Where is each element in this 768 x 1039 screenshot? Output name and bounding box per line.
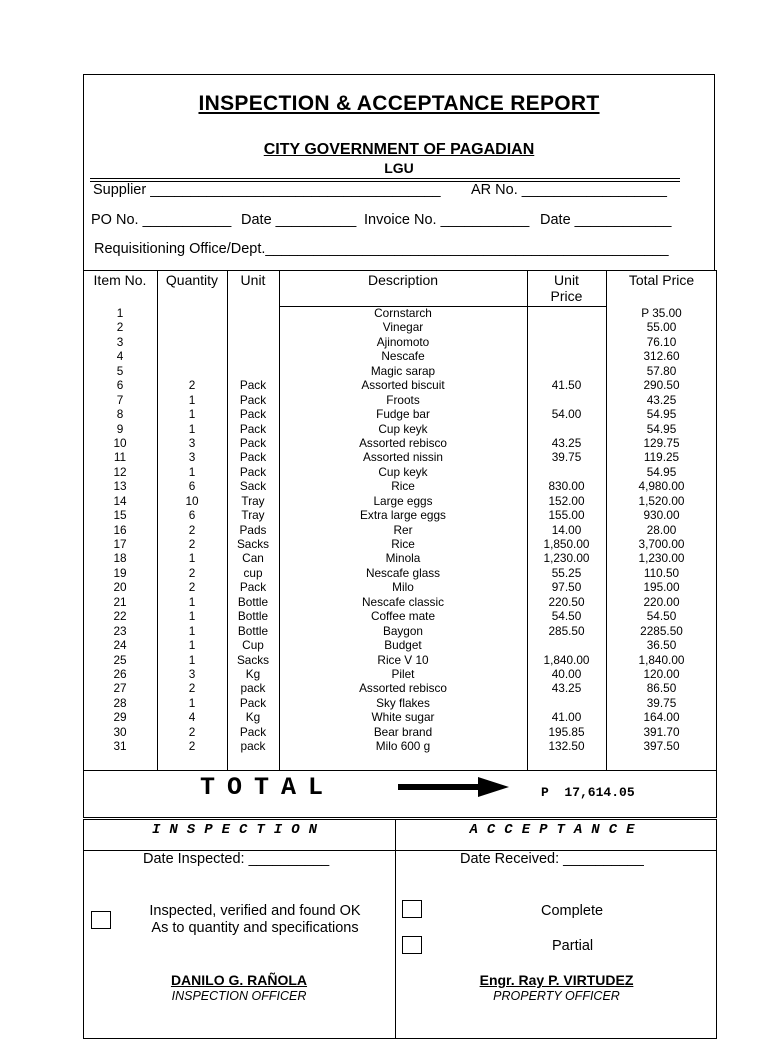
cell-total-price: 54.95 xyxy=(646,407,677,422)
cell-quantity: 3 xyxy=(188,450,196,465)
cell-quantity: 2 xyxy=(188,565,196,580)
cell-total-price: 57.80 xyxy=(646,363,677,378)
cell-total-price: 110.50 xyxy=(643,565,680,580)
complete-checkbox[interactable] xyxy=(402,900,422,918)
requisitioning-field[interactable]: Requisitioning Office/Dept.__________________________________________________ xyxy=(94,241,669,257)
cell-quantity: 4 xyxy=(188,710,196,725)
ar-no-field[interactable]: AR No. __________________ xyxy=(471,182,667,198)
cell-unit: Pack xyxy=(239,435,267,450)
cell-description: Large eggs xyxy=(373,493,433,508)
cell-total-price: 164.00 xyxy=(643,710,680,725)
cell-quantity: 2 xyxy=(188,378,196,393)
inspected-statement xyxy=(120,903,390,937)
cell-unit: Tray xyxy=(241,493,265,508)
cell-description: Baygon xyxy=(382,623,423,638)
cell-total-price: 129.75 xyxy=(643,435,680,450)
cell-quantity: 2 xyxy=(188,724,196,739)
inspected-checkbox[interactable] xyxy=(91,911,111,929)
cell-unit-price: 54.00 xyxy=(551,407,582,422)
cell-unit: Bottle xyxy=(237,594,269,609)
cell-unit-price: 97.50 xyxy=(551,580,582,595)
cell-unit: Pads xyxy=(239,522,267,537)
cell-total-price: 86.50 xyxy=(646,681,677,696)
cell-description: Coffee mate xyxy=(370,609,436,624)
cell-total-price: P 35.00 xyxy=(641,306,682,320)
inspection-officer-role: INSPECTION OFFICER xyxy=(171,989,307,1003)
cell-total-price: 43.25 xyxy=(646,392,677,407)
cell-unit-price: 41.50 xyxy=(551,378,582,393)
cell-total-price: 76.10 xyxy=(646,334,677,349)
cell-item-no: 5 xyxy=(116,363,124,378)
cell-total-price: 1,520.00 xyxy=(638,493,685,508)
cell-quantity: 2 xyxy=(188,681,196,696)
cell-item-no: 11 xyxy=(113,450,127,465)
cell-quantity: 3 xyxy=(188,435,196,450)
cell-total-price: 312.60 xyxy=(643,349,680,364)
th-unit: Unit xyxy=(240,272,266,288)
cell-unit: Pack xyxy=(239,378,267,393)
cell-unit-price: 132.50 xyxy=(548,739,585,754)
cell-unit: Kg xyxy=(245,710,261,725)
th-unit-price xyxy=(527,272,606,304)
th-unit-price-line2: Price xyxy=(550,288,583,304)
cell-unit-price: 1,230.00 xyxy=(543,551,590,566)
cell-total-price: 220.00 xyxy=(643,594,680,609)
cell-unit-price: 41.00 xyxy=(551,710,582,725)
cell-description: Nescafe xyxy=(381,349,425,364)
cell-unit-price: 195.85 xyxy=(548,724,585,739)
cell-total-price: 1,840.00 xyxy=(638,652,685,667)
cell-quantity: 10 xyxy=(185,493,199,508)
cell-unit-price: 220.50 xyxy=(548,594,585,609)
cell-item-no: 8 xyxy=(116,407,124,422)
cell-total-price: 55.00 xyxy=(646,320,677,335)
cell-quantity: 6 xyxy=(188,479,196,494)
supplier-field[interactable]: Supplier ____________________________________ xyxy=(93,182,441,198)
invoice-no-field[interactable]: Invoice No. ___________ xyxy=(364,212,530,228)
cell-unit: Pack xyxy=(239,407,267,422)
cell-unit-price: 43.25 xyxy=(551,681,582,696)
cell-description: Cup keyk xyxy=(378,421,428,436)
cell-unit-price: 43.25 xyxy=(551,435,582,450)
inspection-heading: INSPECTION xyxy=(151,822,326,838)
cell-unit: Can xyxy=(242,551,264,566)
cell-item-no: 27 xyxy=(113,681,127,696)
cell-item-no: 13 xyxy=(113,479,127,494)
cell-description: Assorted rebisco xyxy=(359,435,447,450)
cell-description: Cornstarch xyxy=(374,306,432,320)
cell-unit: Sacks xyxy=(236,652,270,667)
cell-unit-price: 155.00 xyxy=(548,508,585,523)
cell-unit: Sack xyxy=(239,479,267,494)
cell-item-no: 30 xyxy=(113,724,127,739)
cell-quantity: 2 xyxy=(188,537,196,551)
cell-quantity: 6 xyxy=(188,508,196,523)
cell-unit: Bottle xyxy=(237,609,269,624)
report-title: INSPECTION & ACCEPTANCE REPORT xyxy=(198,92,600,115)
cell-description: Nescafe classic xyxy=(362,594,444,609)
organization-sub: LGU xyxy=(384,160,414,176)
th-description: Description xyxy=(367,272,439,288)
cell-unit: cup xyxy=(243,565,263,580)
inspection-officer-name: DANILO G. RAÑOLA xyxy=(170,972,308,988)
cell-total-price: 2285.50 xyxy=(640,623,683,638)
cell-item-no: 10 xyxy=(113,435,127,450)
cell-description: Rice xyxy=(391,479,415,494)
cell-description: Assorted nissin xyxy=(363,450,443,465)
cell-unit-price: 54.50 xyxy=(551,609,582,624)
cell-unit: Pack xyxy=(239,392,267,407)
cell-unit-price: 285.50 xyxy=(548,623,585,638)
cell-item-no: 17 xyxy=(113,537,127,551)
cell-item-no: 6 xyxy=(116,378,124,393)
cell-unit: Bottle xyxy=(237,623,269,638)
cell-description: Rice xyxy=(391,537,415,551)
cell-total-price: 930.00 xyxy=(643,508,680,523)
cell-unit-price: 1,840.00 xyxy=(543,652,590,667)
cell-description: Rer xyxy=(393,522,413,537)
cell-total-price: 397.50 xyxy=(643,739,680,754)
total-value: P 17,614.05 xyxy=(541,785,635,800)
signature-divider xyxy=(395,819,396,1039)
cell-description: White sugar xyxy=(371,710,435,725)
cell-description: Budget xyxy=(384,638,422,653)
cell-unit: Pack xyxy=(239,724,267,739)
cell-item-no: 20 xyxy=(113,580,127,595)
header-divider xyxy=(90,178,680,179)
cell-quantity: 1 xyxy=(188,464,196,479)
inspected-line2: As to quantity and specifications xyxy=(151,920,359,936)
acceptance-heading: ACCEPTANCE xyxy=(469,822,644,838)
cell-item-no: 19 xyxy=(113,565,127,580)
inspected-line1: Inspected, verified and found OK xyxy=(149,903,361,919)
cell-description: Assorted rebisco xyxy=(359,681,447,696)
total-label: TOTAL xyxy=(200,773,336,802)
cell-description: Froots xyxy=(386,392,420,407)
cell-quantity: 1 xyxy=(188,551,196,566)
date-received-field[interactable]: Date Received: __________ xyxy=(460,851,644,867)
cell-description: Sky flakes xyxy=(376,695,430,710)
cell-total-price: 290.50 xyxy=(643,378,680,393)
cell-total-price: 1,230.00 xyxy=(638,551,685,566)
cell-total-price: 3,700.00 xyxy=(638,537,685,551)
cell-item-no: 21 xyxy=(113,594,127,609)
cell-description: Vinegar xyxy=(382,320,424,335)
cell-total-price: 54.95 xyxy=(646,464,677,479)
cell-unit: Pack xyxy=(239,695,267,710)
cell-item-no: 18 xyxy=(113,551,127,566)
partial-label: Partial xyxy=(552,938,594,954)
cell-unit: pack xyxy=(240,739,266,754)
cell-unit: Pack xyxy=(239,450,267,465)
cell-item-no: 2 xyxy=(116,320,124,335)
cell-unit-price: 55.25 xyxy=(551,565,582,580)
cell-unit-price: 1,850.00 xyxy=(543,537,590,551)
cell-quantity: 2 xyxy=(188,522,196,537)
cell-total-price: 119.25 xyxy=(643,450,680,465)
cell-quantity: 1 xyxy=(188,392,196,407)
cell-item-no: 14 xyxy=(113,493,127,508)
cell-quantity: 1 xyxy=(188,623,196,638)
cell-total-price: 4,980.00 xyxy=(638,479,685,494)
complete-label: Complete xyxy=(541,903,604,919)
cell-unit-price: 39.75 xyxy=(551,450,582,465)
cell-item-no: 28 xyxy=(113,695,127,710)
cell-item-no: 29 xyxy=(113,710,127,725)
property-officer-name: Engr. Ray P. VIRTUDEZ xyxy=(479,972,634,988)
invoice-date-field[interactable]: Date ____________ xyxy=(540,212,672,228)
cell-item-no: 23 xyxy=(113,623,127,638)
cell-item-no: 25 xyxy=(113,652,127,667)
cell-quantity: 1 xyxy=(188,652,196,667)
cell-description: Minola xyxy=(385,551,421,566)
arrow-right-icon xyxy=(398,776,510,798)
cell-item-no: 3 xyxy=(116,334,124,349)
organization-name: CITY GOVERNMENT OF PAGADIAN xyxy=(263,141,535,158)
date-field[interactable]: Date __________ xyxy=(241,212,357,228)
cell-unit-price: 830.00 xyxy=(548,479,585,494)
partial-checkbox[interactable] xyxy=(402,936,422,954)
cell-total-price: 36.50 xyxy=(646,638,677,653)
cell-total-price: 54.50 xyxy=(646,609,677,624)
cell-quantity: 3 xyxy=(188,666,196,681)
cell-unit: Sacks xyxy=(236,537,270,551)
cell-quantity: 1 xyxy=(188,609,196,624)
cell-quantity: 1 xyxy=(188,421,196,436)
cell-description: Fudge bar xyxy=(376,407,430,422)
cell-description: Extra large eggs xyxy=(360,508,446,523)
cell-unit: Pack xyxy=(239,580,267,595)
cell-item-no: 22 xyxy=(113,609,127,624)
th-quantity: Quantity xyxy=(165,272,219,288)
cell-item-no: 4 xyxy=(116,349,124,364)
cell-total-price: 28.00 xyxy=(646,522,677,537)
cell-unit-price: 14.00 xyxy=(551,522,582,537)
date-inspected-field[interactable]: Date Inspected: __________ xyxy=(143,851,330,867)
cell-unit: Pack xyxy=(239,464,267,479)
cell-quantity: 2 xyxy=(188,580,196,595)
cell-unit: Tray xyxy=(241,508,265,523)
cell-description: Rice V 10 xyxy=(377,652,429,667)
cell-item-no: 24 xyxy=(113,638,127,653)
po-no-field[interactable]: PO No. ___________ xyxy=(91,212,232,228)
cell-quantity: 1 xyxy=(188,638,196,653)
cell-description: Bear brand xyxy=(373,724,433,739)
cell-item-no: 1 xyxy=(116,306,124,320)
cell-total-price: 39.75 xyxy=(646,695,677,710)
cell-description: Milo 600 g xyxy=(375,739,431,754)
cell-description: Pilet xyxy=(391,666,415,681)
cell-total-price: 120.00 xyxy=(643,666,680,681)
cell-unit: pack xyxy=(240,681,266,696)
cell-quantity: 1 xyxy=(188,695,196,710)
cell-unit-price: 40.00 xyxy=(551,666,582,681)
cell-unit: Cup xyxy=(242,638,264,653)
cell-unit: Kg xyxy=(245,666,261,681)
cell-description: Cup keyk xyxy=(378,464,428,479)
cell-description: Magic sarap xyxy=(370,363,436,378)
cell-description: Milo xyxy=(392,580,414,595)
cell-item-no: 9 xyxy=(116,421,124,436)
cell-total-price: 391.70 xyxy=(643,724,680,739)
cell-item-no: 7 xyxy=(116,392,124,407)
cell-description: Assorted biscuit xyxy=(361,378,445,393)
property-officer-role: PROPERTY OFFICER xyxy=(493,989,620,1003)
cell-item-no: 15 xyxy=(113,508,127,523)
cell-unit-price: 152.00 xyxy=(548,493,585,508)
cell-item-no: 26 xyxy=(113,666,127,681)
cell-description: Nescafe glass xyxy=(365,565,441,580)
th-total-price: Total Price xyxy=(628,272,695,288)
cell-unit: Pack xyxy=(239,421,267,436)
cell-item-no: 12 xyxy=(113,464,127,479)
th-unit-price-line1: Unit xyxy=(554,272,579,288)
cell-item-no: 16 xyxy=(113,522,127,537)
cell-quantity: 1 xyxy=(188,594,196,609)
cell-description: Ajinomoto xyxy=(376,334,430,349)
th-item-no: Item No. xyxy=(93,272,147,288)
cell-item-no: 31 xyxy=(113,739,127,754)
cell-quantity: 2 xyxy=(188,739,196,754)
cell-total-price: 195.00 xyxy=(643,580,680,595)
cell-quantity: 1 xyxy=(188,407,196,422)
cell-total-price: 54.95 xyxy=(646,421,677,436)
